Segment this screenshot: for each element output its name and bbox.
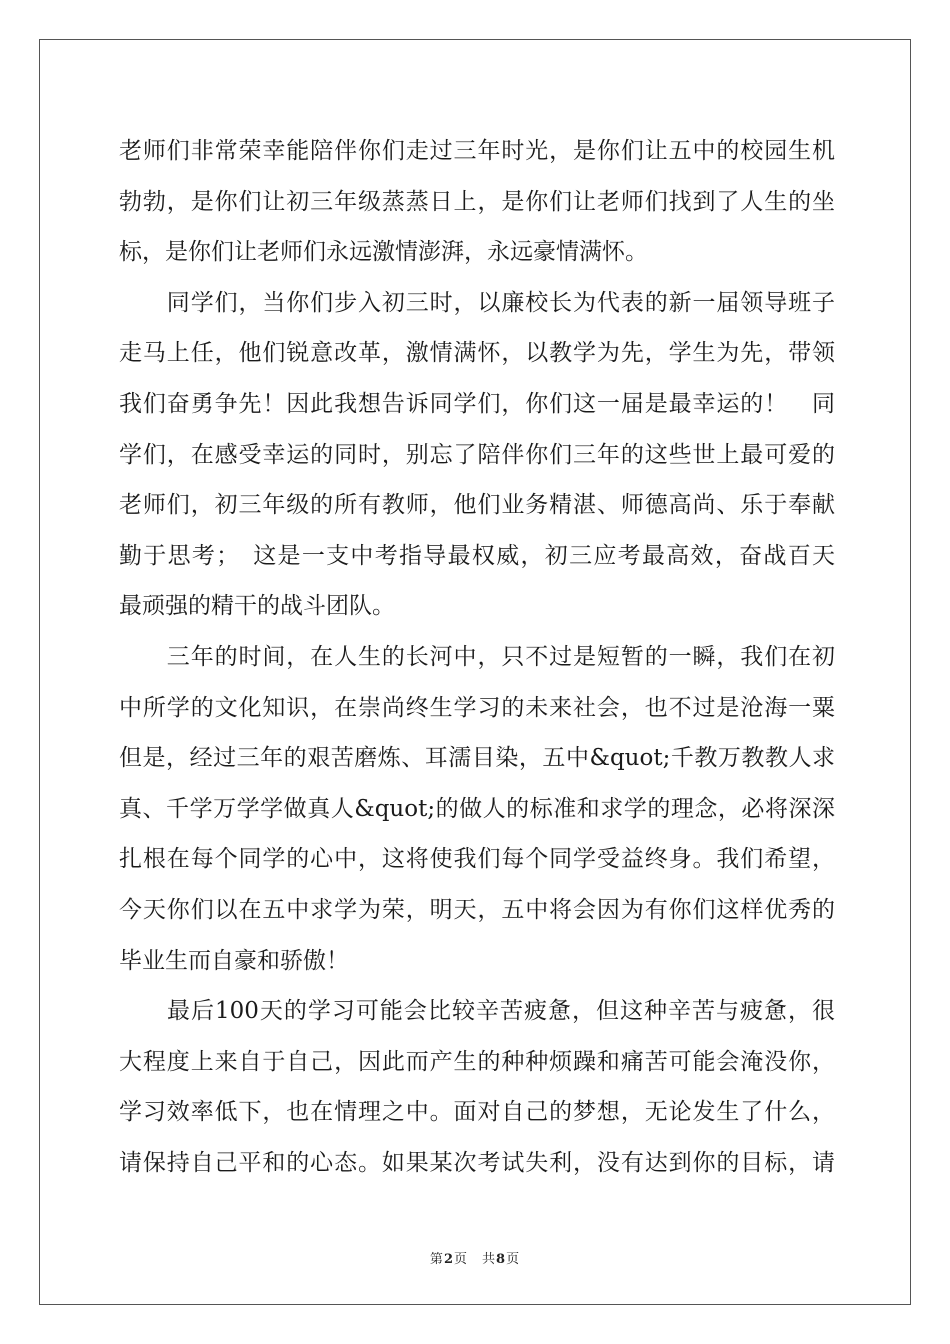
paragraph-4	[119, 986, 835, 1188]
total-suffix: 页	[506, 1252, 521, 1267]
text-line: 勤于思考； 这是一支中考指导最权威，初三应考最高效，奋战百天	[119, 542, 835, 569]
text-line: 标，是你们让老师们永远激情澎湃，永远豪情满怀。	[119, 239, 648, 266]
text-line: 老师们，初三年级的所有教师，他们业务精湛、师德高尚、乐于奉献	[119, 492, 835, 519]
page-suffix: 页	[453, 1252, 468, 1267]
text-line: 中所学的文化知识，在崇尚终生学习的未来社会，也不过是沧海一粟	[119, 694, 835, 721]
text-line: 最顽强的精干的战斗团队。	[119, 593, 395, 620]
paragraph-2	[119, 278, 835, 632]
text-line: 毕业生而自豪和骄傲！	[119, 947, 349, 974]
text-line: 学们，在感受幸运的同时，别忘了陪伴你们三年的这些世上最可爱的	[119, 441, 835, 468]
text-line: 但是，经过三年的艰苦磨炼、耳濡目染，五中&quot;千教万教教人求	[119, 745, 835, 772]
current-page-number: 2	[443, 1252, 454, 1267]
page-footer	[0, 1248, 950, 1267]
text-line: 扎根在每个同学的心中，这将使我们每个同学受益终身。我们希望，	[119, 846, 835, 873]
text-line: 老师们非常荣幸能陪伴你们走过三年时光，是你们让五中的校园生机	[119, 138, 835, 164]
text-line: 我们奋勇争先！因此我想告诉同学们，你们这一届是最幸运的！ 同	[119, 390, 835, 417]
paragraph-1	[119, 126, 835, 278]
paragraph-3	[119, 632, 835, 986]
total-prefix: 共	[482, 1252, 497, 1267]
text-line: 同学们，当你们步入初三时，以廉校长为代表的新一届领导班子	[119, 289, 835, 316]
page-prefix: 第	[429, 1252, 444, 1267]
text-line: 勃勃，是你们让初三年级蒸蒸日上，是你们让老师们找到了人生的坐	[119, 188, 835, 215]
document-body	[119, 126, 835, 1188]
text-line: 最后100天的学习可能会比较辛苦疲惫，但这种辛苦与疲惫，很	[119, 998, 835, 1025]
text-line: 走马上任，他们锐意改革，激情满怀，以教学为先，学生为先，带领	[119, 340, 835, 367]
text-line: 大程度上来自于自己，因此而产生的种种烦躁和痛苦可能会淹没你，	[119, 1048, 835, 1075]
total-page-number: 8	[496, 1252, 507, 1267]
text-line: 今天你们以在五中求学为荣，明天，五中将会因为有你们这样优秀的	[119, 896, 835, 923]
text-line: 三年的时间，在人生的长河中，只不过是短暂的一瞬，我们在初	[119, 643, 835, 670]
text-line: 真、千学万学学做真人&quot;的做人的标准和求学的理念，必将深深	[119, 795, 835, 822]
text-line: 学习效率低下，也在情理之中。面对自己的梦想，无论发生了什么，	[119, 1099, 835, 1126]
text-line: 请保持自己平和的心态。如果某次考试失利，没有达到你的目标，请	[119, 1149, 835, 1176]
